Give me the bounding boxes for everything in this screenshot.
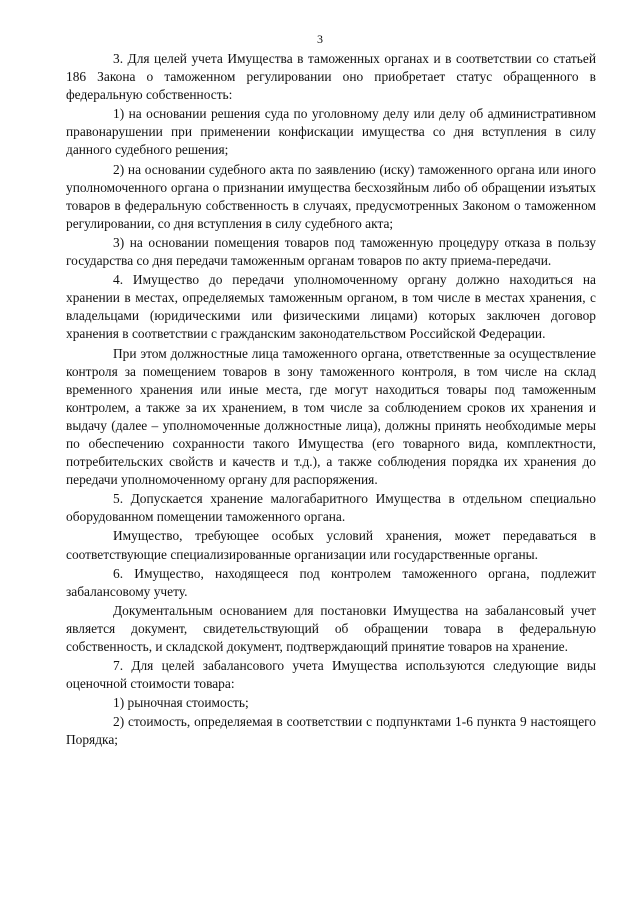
paragraph-7-item-1: 1) рыночная стоимость; <box>113 695 249 711</box>
paragraph-5: 5. Допускается хранение малогабаритного Имущества в отдельном специально оборудованном помещении таможенного органа. <box>66 491 596 525</box>
page-number: 3 <box>317 32 323 46</box>
paragraph-4-continued: При этом должностные лица таможенного органа, ответственные за осуществление контроля за помещением товаров в зону таможенного контроля, в том числе на склад временного хранения или иные места, где могут находиться товары под таможенным контролем, а также за их хранением, в том числе за соблюдением сроков их хранения и выдачу (далее – уполномоченные должностные лица), должны принять необходимые меры по обеспечению сохранности такого Имущества (его товарного вида, комплектности, потребительских свойств и качеств и т.д.), а также соблюдения порядка их хранения до передачи уполномоченному органу для распоряжения. <box>66 345 596 488</box>
paragraph-6: 6. Имущество, находящееся под контролем таможенного органа, подлежит забалансовому учету. <box>66 565 596 599</box>
paragraph-7: 7. Для целей забалансового учета Имущества используются следующие виды оценочной стоимости товара: <box>66 658 596 692</box>
paragraph-3-item-2: 2) на основании судебного акта по заявлению (иску) таможенного органа или иного уполномоченного органа о признании имущества бесхозяйным либо об обращении изъятых товаров в федеральную собственность в случаях, предусмотренных Законом о таможенном регулировании, со дня вступления в силу судебного акта; <box>66 161 596 231</box>
paragraph-3-intro: 3. Для целей учета Имущества в таможенных органах и в соответствии со статьей 186 Закона о таможенном регулировании оно приобретает статус обращенного в федеральную собственность: <box>66 51 596 103</box>
paragraph-7-item-2: 2) стоимость, определяемая в соответствии с подпунктами 1-6 пункта 9 настоящего Порядка; <box>66 714 596 748</box>
paragraph-6-continued: Документальным основанием для постановки Имущества на забалансовый учет является документ, свидетельствующий об обращении товара в федеральную собственность, и складской документ, подтверждающий принятие товаров на хранение. <box>66 602 596 654</box>
document-body <box>66 50 596 750</box>
paragraph-4: 4. Имущество до передачи уполномоченному органу должно находиться на хранении в местах, определяемых таможенным органом, в том числе в местах хранения, с владельцами (юридическими или физическими лицами) которых заключен договор хранения в соответствии с гражданским законодательством Российской Федерации. <box>66 272 596 342</box>
paragraph-3-item-3: 3) на основании помещения товаров под таможенную процедуру отказа в пользу государства со дня передачи таможенным органам товаров по акту приема-передачи. <box>66 234 596 269</box>
paragraph-5-continued: Имущество, требующее особых условий хранения, может передаваться в соответствующие специализированные организации или государственные органы. <box>66 528 596 562</box>
paragraph-3-item-1: 1) на основании решения суда по уголовному делу или делу об административном правонарушении при применении конфискации имущества со дня вступления в силу данного судебного решения; <box>66 106 596 158</box>
